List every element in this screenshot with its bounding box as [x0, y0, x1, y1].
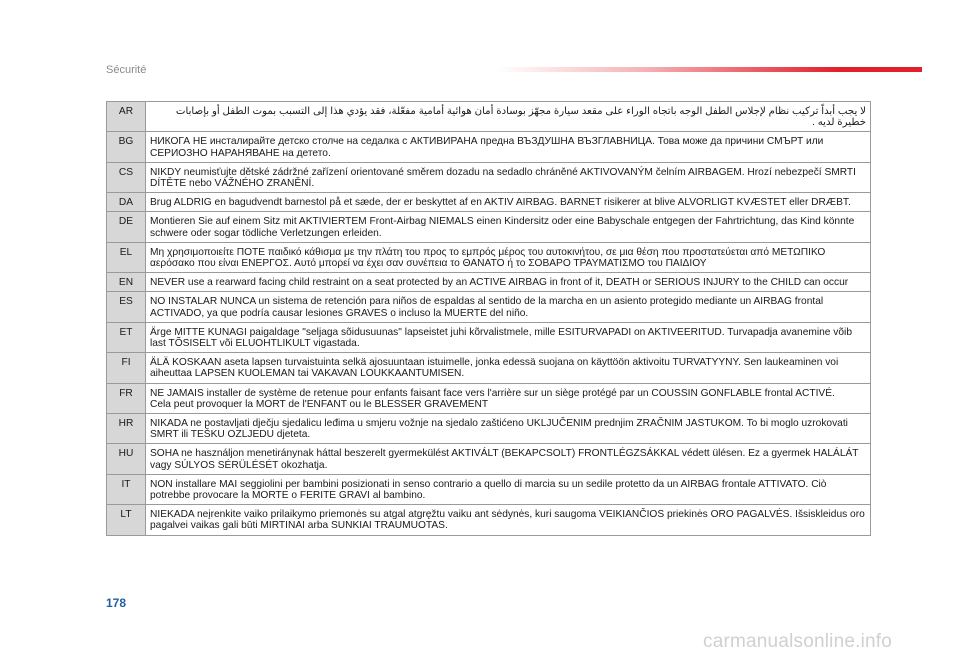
- table-row: [107, 383, 871, 413]
- table-row: [107, 242, 871, 272]
- language-code: FR: [107, 383, 146, 413]
- table-row: [107, 273, 871, 292]
- warning-text: NO INSTALAR NUNCA un sistema de retención para niños de espaldas al sentido de la marcha en un asiento protegido mediante un AIRBAG frontal ACTIVADO, ya que podría causar lesiones GRAVES o incluso la MUERTE del niño.: [146, 292, 871, 322]
- warning-text: لا يجب أبداً تركيب نظام لإجلاس الطفل الوجه باتجاه الوراء على مقعد سيارة مجهّز بوسادة أمان هوائية أمامية مفعّلة، فقد يؤدي هذا إلى التسبب بموت الطفل أو بإصابات خطيرة لديه .: [146, 102, 871, 132]
- page-number: 178: [106, 596, 127, 610]
- table-row: [107, 292, 871, 322]
- warning-text: Ärge MITTE KUNAGI paigaldage "seljaga sõidusuunas" lapseistet juhi kõrvalistmele, mille ESITURVAPADI on AKTIVEERITUD. Turvapadja avanemine võib last TÕSISELT või ELUOHTLIKULT vigastada.: [146, 322, 871, 352]
- table-row: [107, 322, 871, 352]
- warning-text: NIEKADA neįrenkite vaiko prilaikymo priemonės su atgal atgręžtu vaiku ant sėdynės, kuri saugoma VEIKIANČIOS priekinės ORO PAGALVĖS. Išsiskleidus oro pagalvei vaikas gali būti MIRTINAI arba SUNKIAI TRAUMUOTAS.: [146, 505, 871, 535]
- warning-text: Μη χρησιμοποιείτε ΠΟΤΕ παιδικό κάθισμα με την πλάτη του προς το εμπρός μέρος του αυτοκινήτου, σε μια θέση που προστατεύεται από ΜΕΤΩΠΙΚΟ αερόσακο που είναι ΕΝΕΡΓΟΣ. Αυτό μπορεί να έχει σαν συνέπεια το ΘΑΝΑΤΟ ή το ΣΟΒΑΡΟ ΤΡΑΥΜΑΤΙΣΜΟ του ΠΑΙΔΙΟΥ: [146, 242, 871, 272]
- warning-text: ÄLÄ KOSKAAN aseta lapsen turvaistuinta selkä ajosuuntaan istuimelle, jonka edessä suojana on käyttöön aktivoitu TURVATYYNY. Sen laukeaminen voi aiheuttaa LAPSEN KUOLEMAN tai VAKAVAN LOUKKAANTUMISEN.: [146, 353, 871, 383]
- table-row: [107, 505, 871, 535]
- language-code: LT: [107, 505, 146, 535]
- warning-text: NON installare MAI seggiolini per bambini posizionati in senso contrario a quello di marcia su un sedile protetto da un AIRBAG frontale ATTIVATO. Ciò potrebbe provocare la MORTE o FERITE GRAVI al bambino.: [146, 474, 871, 504]
- airbag-warning-table: [106, 101, 871, 536]
- warning-text: SOHA ne használjon menetiránynak háttal beszerelt gyermekülést AKTIVÁLT (BEKAPCSOLT) FRONTLÉGZSÁKKAL védett ülésen. Ez a gyermek HALÁLÁT vagy SÚLYOS SÉRÜLÉSÉT okozhatja.: [146, 444, 871, 474]
- table-row: [107, 193, 871, 212]
- language-code: DE: [107, 212, 146, 242]
- language-code: IT: [107, 474, 146, 504]
- language-code: BG: [107, 132, 146, 162]
- language-code: CS: [107, 162, 146, 192]
- warning-text: NIKDY neumisťujte dětské zádržné zařízení orientované směrem dozadu na sedadlo chráněné AKTIVOVANÝM čelním AIRBAGEM. Hrozí nebezpečí SMRTI DÍTĚTE nebo VÁŽNÉHO ZRANĚNÍ.: [146, 162, 871, 192]
- warning-text: NIKADA ne postavljati dječju sjedalicu leđima u smjeru vožnje na sjedalo zaštićeno UKLJUČENIM prednjim ZRAČNIM JASTUKOM. To bi moglo uzrokovati SMRT ili TEŠKU OZLJEDU djeteta.: [146, 414, 871, 444]
- language-code: EN: [107, 273, 146, 292]
- table-row: [107, 474, 871, 504]
- language-code: FI: [107, 353, 146, 383]
- language-code: ES: [107, 292, 146, 322]
- section-title: Sécurité: [106, 64, 147, 76]
- table-row: [107, 132, 871, 162]
- table-row: [107, 444, 871, 474]
- watermark: carmanualsonline.info: [703, 631, 893, 652]
- warning-text: NE JAMAIS installer de système de retenue pour enfants faisant face vers l'arrière sur un siège protégé par un COUSSIN GONFLABLE frontal ACTIVÉ. Cela peut provoquer la MORT de l'ENFANT ou le BLESSER GRAVEMENT: [146, 383, 871, 413]
- language-code: DA: [107, 193, 146, 212]
- table-row: [107, 102, 871, 132]
- language-code: ET: [107, 322, 146, 352]
- table-row: [107, 212, 871, 242]
- language-code: AR: [107, 102, 146, 132]
- language-code: HR: [107, 414, 146, 444]
- language-code: EL: [107, 242, 146, 272]
- warning-text: Brug ALDRIG en bagudvendt barnestol på et sæde, der er beskyttet af en AKTIV AIRBAG. BARNET risikerer at blive ALVORLIGT KVÆSTET eller DRÆBT.: [146, 193, 871, 212]
- table-row: [107, 414, 871, 444]
- table-row: [107, 162, 871, 192]
- language-code: HU: [107, 444, 146, 474]
- warning-text: Montieren Sie auf einem Sitz mit AKTIVIERTEM Front-Airbag NIEMALS einen Kindersitz oder eine Babyschale entgegen der Fahrtrichtung, das Kind könnte schwere oder sogar tödliche Verletzungen erleiden.: [146, 212, 871, 242]
- header-accent-bar: [498, 67, 922, 72]
- warning-text: NEVER use a rearward facing child restraint on a seat protected by an ACTIVE AIRBAG in front of it, DEATH or SERIOUS INJURY to the CHILD can occur: [146, 273, 871, 292]
- table-row: [107, 353, 871, 383]
- warning-text: НИКОГА НЕ инсталирайте детско столче на седалка с АКТИВИРАНА предна ВЪЗДУШНА ВЪЗГЛАВНИЦА. Това може да причини СМЪРТ или СЕРИОЗНО НАРАНЯВАНЕ на детето.: [146, 132, 871, 162]
